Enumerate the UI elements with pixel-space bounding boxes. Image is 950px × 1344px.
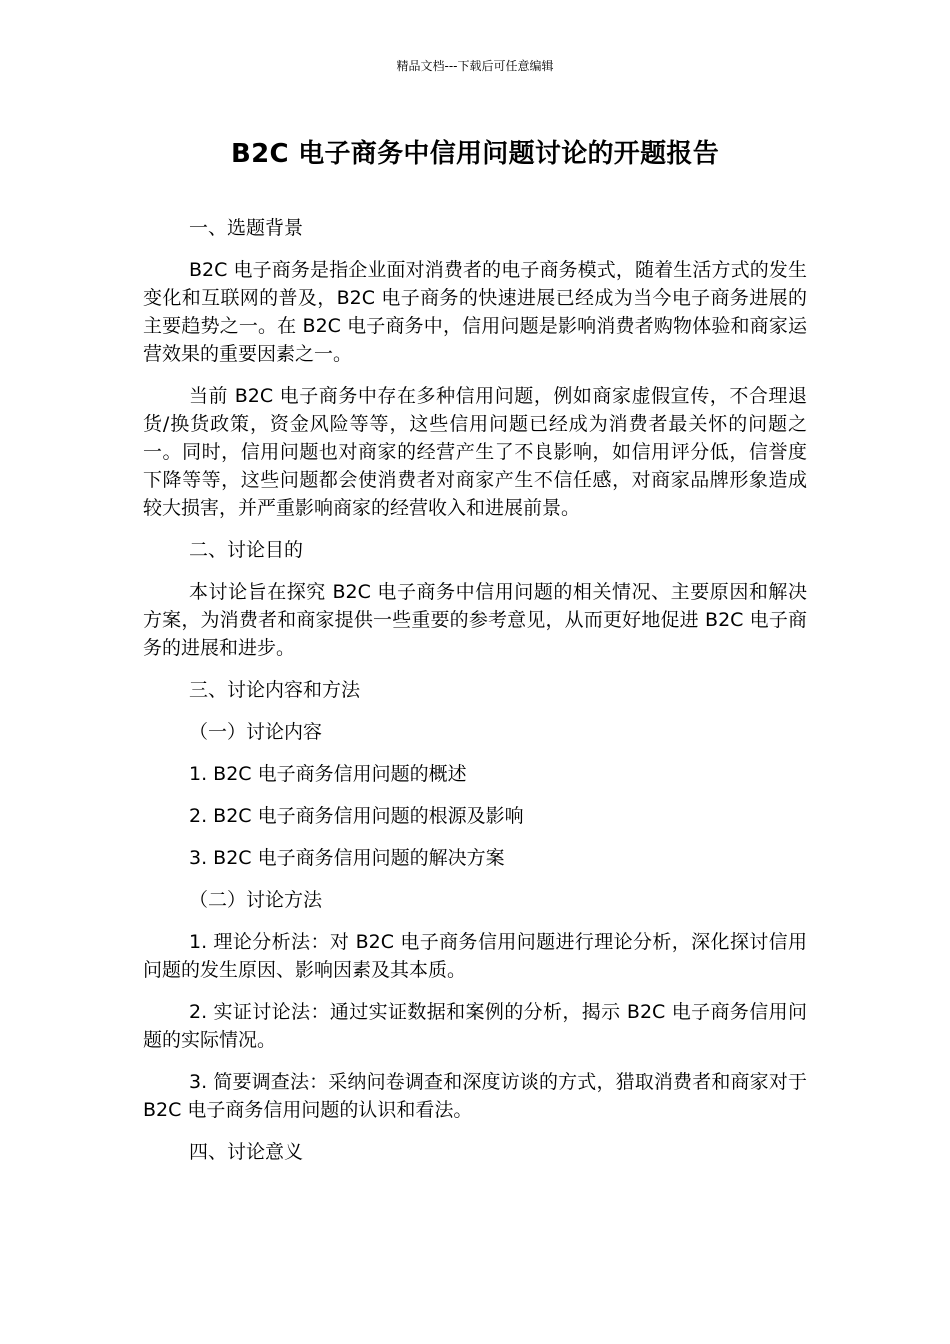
list-item: 3. B2C 电子商务信用问题的解决方案 <box>189 847 505 869</box>
list-item: 1. B2C 电子商务信用问题的概述 <box>189 763 467 785</box>
method-paragraph: 3. 简要调查法：采纳问卷调查和深度访谈的方式，猎取消费者和商家对于 B2C 电子商务信用问题的认识和看法。 <box>143 1071 807 1121</box>
section-heading-content-methods: 三、讨论内容和方法 <box>189 679 361 701</box>
paragraph: 本讨论旨在探究 B2C 电子商务中信用问题的相关情况、主要原因和解决方案，为消费者和商家提供一些重要的参考意见，从而更好地促进 B2C 电子商务的进展和进步。 <box>143 581 807 659</box>
subsection-heading-content: （一）讨论内容 <box>189 721 323 743</box>
section-heading-significance: 四、讨论意义 <box>189 1141 304 1163</box>
method-paragraph: 2. 实证讨论法：通过实证数据和案例的分析，揭示 B2C 电子商务信用问题的实际情况。 <box>143 1001 807 1051</box>
section-heading-purpose: 二、讨论目的 <box>189 539 304 561</box>
document-body <box>143 214 807 1180</box>
document-title: B2C 电子商务中信用问题讨论的开题报告 <box>230 139 720 169</box>
paragraph: B2C 电子商务是指企业面对消费者的电子商务模式，随着生活方式的发生变化和互联网的普及，B2C 电子商务的快速进展已经成为当今电子商务进展的主要趋势之一。在 B2C 电子商务中，信用问题是影响消费者购物体验和商家运营效果的重要因素之一。 <box>143 259 807 365</box>
list-item: 2. B2C 电子商务信用问题的根源及影响 <box>189 805 524 827</box>
page-header: 精品文档---下载后可任意编辑 <box>396 59 554 73</box>
subsection-heading-methods: （二）讨论方法 <box>189 889 323 911</box>
section-heading-background: 一、选题背景 <box>189 217 304 239</box>
method-paragraph: 1. 理论分析法：对 B2C 电子商务信用问题进行理论分析，深化探讨信用问题的发生原因、影响因素及其本质。 <box>143 931 807 981</box>
paragraph: 当前 B2C 电子商务中存在多种信用问题，例如商家虚假宣传，不合理退货/换货政策，资金风险等等，这些信用问题已经成为消费者最关怀的问题之一。同时，信用问题也对商家的经营产生了不良影响，如信用评分低，信誉度下降等等，这些问题都会使消费者对商家产生不信任感，对商家品牌形象造成较大损害，并严重影响商家的经营收入和进展前景。 <box>143 385 807 519</box>
